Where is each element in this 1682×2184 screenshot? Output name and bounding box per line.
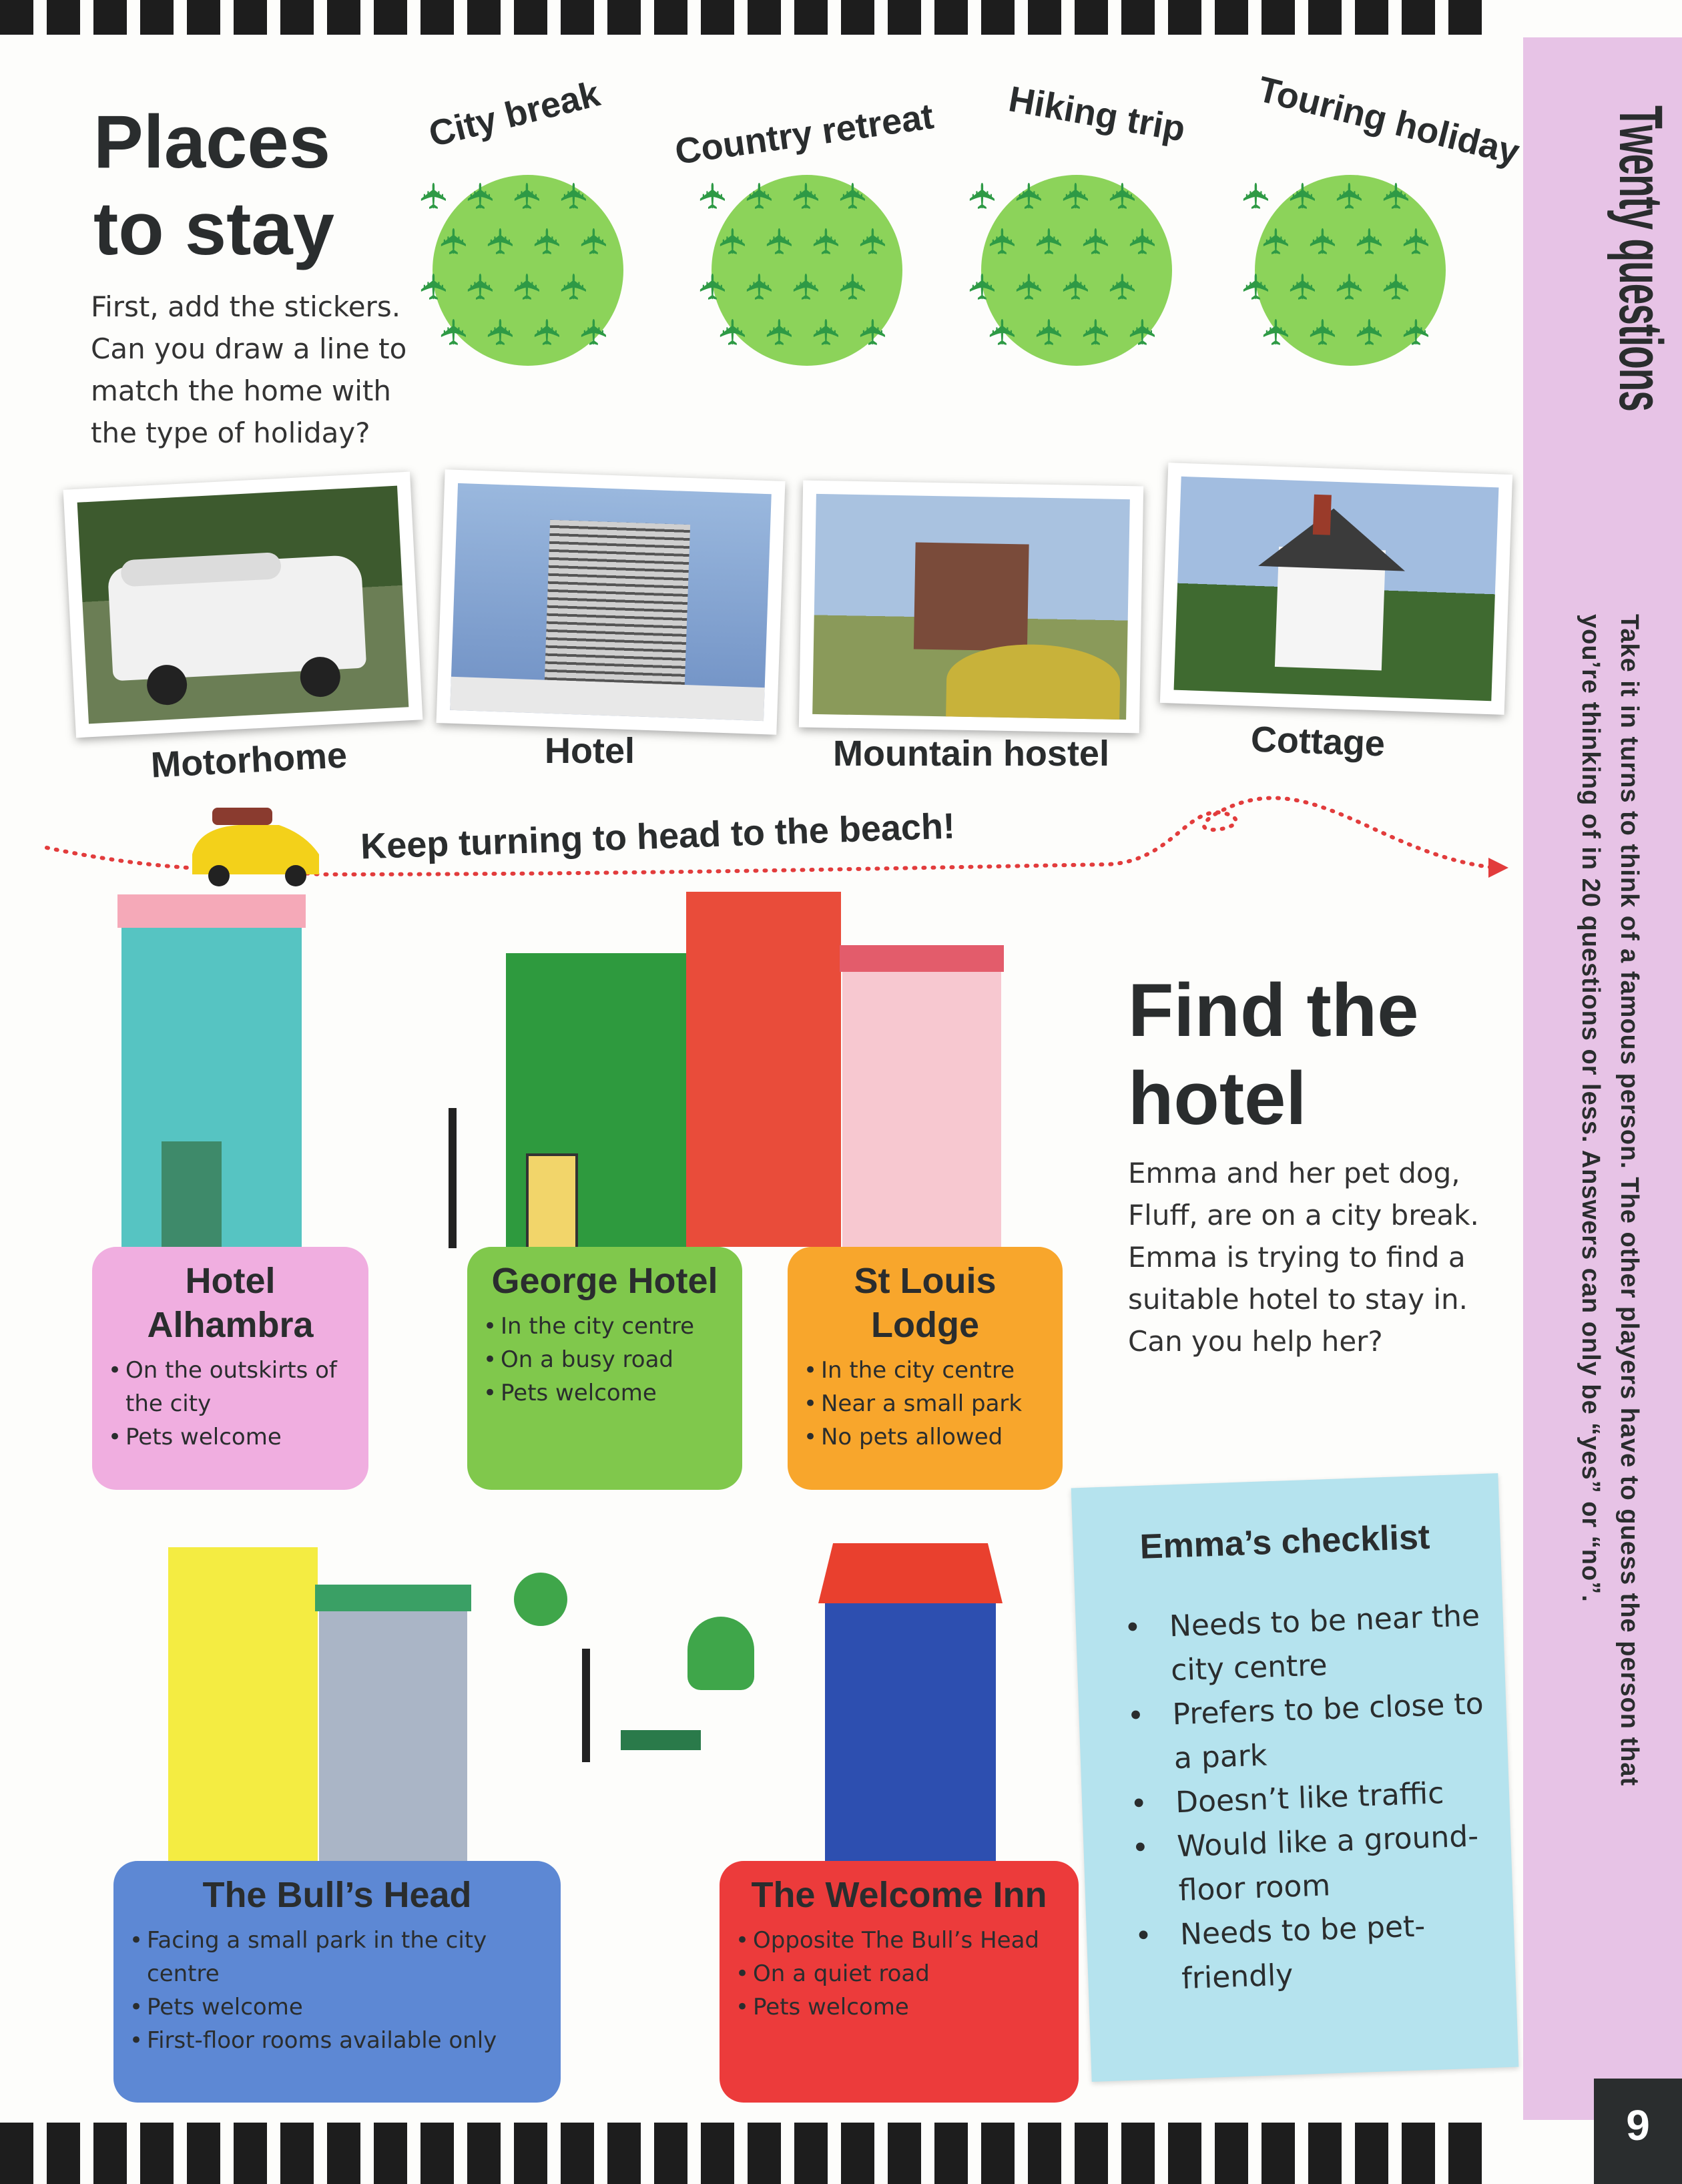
- sticker-country-retreat[interactable]: [692, 175, 902, 366]
- hostel-bushes: [946, 643, 1121, 720]
- cottage-roof: [1258, 506, 1407, 571]
- stripe: [1121, 2123, 1155, 2184]
- airplane-icon: ✈: [433, 226, 476, 257]
- bullet: • No pets allowed: [804, 1420, 1047, 1454]
- card-bulls-head[interactable]: [113, 1861, 561, 2103]
- bullet: • Near a small park: [804, 1387, 1047, 1420]
- stripe: [934, 0, 968, 35]
- places-title: [93, 99, 334, 272]
- stripe: [1355, 2123, 1388, 2184]
- bullet: • In the city centre: [483, 1310, 726, 1343]
- bullet: • Pets welcome: [736, 1990, 1063, 2024]
- bullet: • Facing a small park in the city centre: [129, 1924, 503, 1990]
- card-st-louis-lodge-bullets: [804, 1354, 1047, 1454]
- stripe: [794, 2123, 828, 2184]
- stripe: [654, 0, 687, 35]
- stripe: [654, 2123, 687, 2184]
- airplane-icon: ✈: [1102, 180, 1145, 212]
- stripe: [1121, 0, 1155, 35]
- find-title-line1: Find the: [1128, 969, 1419, 1052]
- airplane-icon: ✈: [413, 180, 456, 212]
- airplane-icon: ✈: [786, 271, 828, 302]
- checklist-items: [1115, 1594, 1502, 2003]
- hotel-tower: [544, 520, 690, 705]
- bullet: • In the city centre: [804, 1354, 1047, 1387]
- airplane-icon: ✈: [1302, 226, 1345, 257]
- find-title-line2: hotel: [1128, 1057, 1307, 1140]
- stripe: [374, 2123, 407, 2184]
- stripe: [888, 0, 921, 35]
- places-title-line2: to stay: [93, 187, 334, 270]
- stripe: [748, 2123, 781, 2184]
- card-st-louis-lodge[interactable]: [788, 1247, 1063, 1490]
- checklist-item: • Prefers to be close to a park: [1119, 1682, 1495, 1783]
- stripe: [93, 0, 127, 35]
- stripe: [420, 2123, 454, 2184]
- stripe: [234, 0, 267, 35]
- checklist-item: • Needs to be near the city centre: [1115, 1594, 1492, 1695]
- stripe: [748, 0, 781, 35]
- stripe: [1168, 0, 1201, 35]
- airplane-icon: ✈: [739, 180, 782, 212]
- stripe: [1215, 2123, 1248, 2184]
- airplane-icon: ✈: [806, 316, 848, 348]
- sticker-label-city-break: City break: [425, 73, 604, 155]
- airplane-icon: ✈: [1075, 316, 1118, 348]
- checklist-item: • Doesn’t like traffic: [1121, 1770, 1496, 1828]
- places-instructions: First, add the stickers. Can you draw a line to match the home with the type of holiday?: [91, 290, 407, 449]
- stripe: [1262, 0, 1295, 35]
- tree-icon: [514, 1573, 567, 1626]
- airplane-icon: ✈: [1302, 316, 1345, 348]
- airplane-icon: ✈: [553, 271, 596, 302]
- bullet: • First-floor rooms available only: [129, 2024, 503, 2057]
- label-mountain-hostel: Mountain hostel: [833, 734, 1109, 774]
- airplane-icon: ✈: [832, 271, 875, 302]
- stripe: [280, 2123, 314, 2184]
- airplane-icon: ✈: [712, 316, 755, 348]
- sticker-hiking-trip[interactable]: [962, 175, 1172, 366]
- airplane-icon: ✈: [759, 226, 802, 257]
- airplane-icon: ✈: [852, 316, 895, 348]
- stripe: [561, 2123, 594, 2184]
- stripe: [1028, 2123, 1061, 2184]
- stripe: [1262, 2123, 1295, 2184]
- bench-icon: [621, 1730, 701, 1750]
- building-bulls-head-yellow: [168, 1547, 318, 1861]
- stripe: [0, 0, 33, 35]
- airplane-icon: ✈: [1396, 226, 1438, 257]
- airplane-icon: ✈: [759, 316, 802, 348]
- checklist-item: • Needs to be pet-friendly: [1126, 1902, 1502, 2002]
- airplane-icon: ✈: [712, 226, 755, 257]
- airplane-icon: ✈: [982, 226, 1025, 257]
- airplane-icon: ✈: [573, 316, 616, 348]
- stripe: [1075, 0, 1108, 35]
- label-cottage: Cottage: [1250, 719, 1386, 764]
- stripe: [514, 0, 547, 35]
- stripe: [934, 2123, 968, 2184]
- bullet: • Pets welcome: [129, 1990, 503, 2024]
- bullet: • On a quiet road: [736, 1957, 1063, 1990]
- airplane-icon: ✈: [1255, 226, 1298, 257]
- stripe: [467, 2123, 501, 2184]
- stripe: [701, 0, 734, 35]
- stripe: [93, 2123, 127, 2184]
- airplane-icon: ✈: [1282, 271, 1325, 302]
- building-bulls-head-grey: [319, 1611, 467, 1861]
- stripe: [0, 2123, 33, 2184]
- airplane-icon: ✈: [1055, 180, 1098, 212]
- stripe: [1448, 2123, 1482, 2184]
- airplane-icon: ✈: [786, 180, 828, 212]
- stripe: [607, 2123, 641, 2184]
- stripe: [327, 0, 360, 35]
- sticker-label-country-retreat: Country retreat: [672, 96, 936, 172]
- bulls-head-roof: [315, 1585, 471, 1611]
- stripe: [701, 2123, 734, 2184]
- find-title: [1128, 967, 1418, 1143]
- card-welcome-inn-bullets: [736, 1924, 1063, 2024]
- stripe: [561, 0, 594, 35]
- photo-hotel: [437, 469, 786, 735]
- airplane-icon: ✈: [1102, 271, 1145, 302]
- hostel-building: [914, 543, 1029, 651]
- card-george-hotel-name: George Hotel: [491, 1261, 718, 1301]
- airplane-icon: ✈: [1075, 226, 1118, 257]
- card-hotel-alhambra-name: Hotel Alhambra: [147, 1261, 314, 1345]
- stripe: [187, 0, 220, 35]
- stripe: [47, 0, 80, 35]
- airplane-icon: ✈: [480, 316, 523, 348]
- places-title-line1: Places: [93, 100, 330, 184]
- hotel-base: [450, 677, 764, 721]
- stripe: [1308, 2123, 1342, 2184]
- stripe: [140, 0, 174, 35]
- card-st-louis-lodge-name: St Louis Lodge: [854, 1261, 997, 1345]
- stripe: [187, 2123, 220, 2184]
- sidebar-title: Twenty questions: [1607, 105, 1675, 411]
- bullet: • Opposite The Bull’s Head: [736, 1924, 1063, 1957]
- stripe: [1402, 2123, 1435, 2184]
- airplane-icon: ✈: [1376, 271, 1418, 302]
- airplane-icon: ✈: [433, 316, 476, 348]
- airplane-icon: ✈: [739, 271, 782, 302]
- bottom-stripe-border: [0, 2123, 1528, 2184]
- stripe: [1168, 2123, 1201, 2184]
- airplane-icon: ✈: [1122, 226, 1165, 257]
- airplane-icon: ✈: [852, 226, 895, 257]
- airplane-icon: ✈: [1329, 180, 1372, 212]
- card-hotel-alhambra-bullets: [108, 1354, 352, 1454]
- sticker-label-hiking-trip: Hiking trip: [1005, 79, 1189, 150]
- stripe: [1028, 0, 1061, 35]
- stripe: [327, 2123, 360, 2184]
- stripe: [1075, 2123, 1108, 2184]
- card-bulls-head-name: The Bull’s Head: [202, 1875, 472, 1915]
- airplane-icon: ✈: [1329, 271, 1372, 302]
- st-louis-roof: [840, 945, 1004, 972]
- airplane-icon: ✈: [692, 180, 735, 212]
- stripe: [280, 0, 314, 35]
- photo-cottage: [1160, 463, 1512, 715]
- airplane-icon: ✈: [573, 226, 616, 257]
- stripe: [420, 0, 454, 35]
- airplane-icon: ✈: [1376, 180, 1418, 212]
- airplane-icon: ✈: [527, 226, 569, 257]
- airplane-icon: ✈: [1029, 316, 1071, 348]
- card-george-hotel[interactable]: [467, 1247, 742, 1490]
- airplane-icon: ✈: [553, 180, 596, 212]
- welcome-inn-roof: [818, 1543, 1003, 1603]
- card-george-hotel-bullets: [483, 1310, 726, 1410]
- stripe: [841, 2123, 874, 2184]
- checklist-title: Emma’s checklist: [1139, 1517, 1431, 1567]
- airplane-icon: ✈: [413, 271, 456, 302]
- stripe: [140, 2123, 174, 2184]
- airplane-icon: ✈: [1009, 180, 1051, 212]
- airplane-icon: ✈: [1009, 271, 1051, 302]
- bullet: • Pets welcome: [483, 1376, 726, 1410]
- airplane-icon: ✈: [460, 271, 503, 302]
- sticker-city-break[interactable]: [413, 175, 623, 366]
- airplane-icon: ✈: [1282, 180, 1325, 212]
- stripe: [981, 0, 1015, 35]
- card-welcome-inn[interactable]: [720, 1861, 1079, 2103]
- card-bulls-head-bullets: [129, 1924, 503, 2057]
- stripe: [607, 0, 641, 35]
- stripe: [888, 2123, 921, 2184]
- label-motorhome: Motorhome: [150, 735, 348, 786]
- bullet: • Pets welcome: [108, 1420, 352, 1454]
- airplane-icon: ✈: [1255, 316, 1298, 348]
- airplane-icon: ✈: [962, 180, 1005, 212]
- stripe: [514, 2123, 547, 2184]
- stripe: [1355, 0, 1388, 35]
- sidebar-instructions: Take it in turns to think of a famous person. The other players have to guess the person that you’re thinking of in 20 questions or less. Answers can only be “yes” or “no”.: [1577, 614, 1643, 1787]
- stripe: [234, 2123, 267, 2184]
- tree-icon-2: [687, 1617, 754, 1690]
- stripe: [1308, 0, 1342, 35]
- building-st-louis-lodge: [842, 972, 1001, 1247]
- alhambra-roof: [117, 894, 306, 928]
- lamp-post-icon: [582, 1649, 590, 1762]
- photo-mountain-hostel: [799, 481, 1143, 734]
- building-george-hotel: [506, 953, 686, 1247]
- airplane-icon: ✈: [962, 271, 1005, 302]
- label-hotel: Hotel: [545, 731, 635, 771]
- alhambra-door: [162, 1141, 222, 1248]
- stripe: [981, 2123, 1015, 2184]
- trail-text: Keep turning to head to the beach!: [360, 806, 956, 867]
- airplane-icon: ✈: [1029, 226, 1071, 257]
- sticker-touring-holiday[interactable]: [1235, 175, 1446, 366]
- airplane-icon: ✈: [832, 180, 875, 212]
- checklist-item: • Would like a ground-floor room: [1123, 1814, 1499, 1914]
- card-welcome-inn-name: The Welcome Inn: [751, 1875, 1047, 1915]
- airplane-icon: ✈: [692, 271, 735, 302]
- stripe: [1448, 0, 1482, 35]
- building-welcome-inn: [825, 1603, 996, 1862]
- airplane-icon: ✈: [1396, 316, 1438, 348]
- find-body: Emma and her pet dog, Fluff, are on a city break. Emma is trying to find a suitable hotel to stay in. Can you help her?: [1128, 1157, 1479, 1358]
- airplane-icon: ✈: [982, 316, 1025, 348]
- airplane-icon: ✈: [480, 226, 523, 257]
- airplane-icon: ✈: [1235, 180, 1278, 212]
- card-hotel-alhambra[interactable]: [92, 1247, 368, 1490]
- stripe: [467, 0, 501, 35]
- page-number: 9: [1594, 2079, 1682, 2184]
- bullet: • On the outskirts of the city: [108, 1354, 352, 1420]
- stripe: [1402, 0, 1435, 35]
- airplane-icon: ✈: [527, 316, 569, 348]
- building-hotel-alhambra: [121, 928, 302, 1248]
- stripe: [374, 0, 407, 35]
- airplane-icon: ✈: [1349, 226, 1392, 257]
- airplane-icon: ✈: [1349, 316, 1392, 348]
- lamp-post-icon-2: [449, 1108, 457, 1248]
- airplane-icon: ✈: [806, 226, 848, 257]
- airplane-icon: ✈: [1055, 271, 1098, 302]
- car-icon: [186, 808, 326, 888]
- george-door: [526, 1153, 578, 1252]
- trail-arrow-icon: [1488, 858, 1508, 878]
- cottage-chimney: [1313, 495, 1332, 535]
- airplane-icon: ✈: [507, 180, 549, 212]
- stripe: [47, 2123, 80, 2184]
- emmas-checklist: [1071, 1473, 1519, 2082]
- top-stripe-border: [0, 0, 1528, 35]
- airplane-icon: ✈: [1235, 271, 1278, 302]
- airplane-icon: ✈: [1122, 316, 1165, 348]
- photo-motorhome: [63, 472, 423, 738]
- bullet: • On a busy road: [483, 1343, 726, 1376]
- stripe: [841, 0, 874, 35]
- stripe: [794, 0, 828, 35]
- sticker-label-touring-holiday: Touring holiday: [1253, 69, 1524, 173]
- stripe: [1215, 0, 1248, 35]
- airplane-icon: ✈: [460, 180, 503, 212]
- building-red: [686, 892, 841, 1247]
- airplane-icon: ✈: [507, 271, 549, 302]
